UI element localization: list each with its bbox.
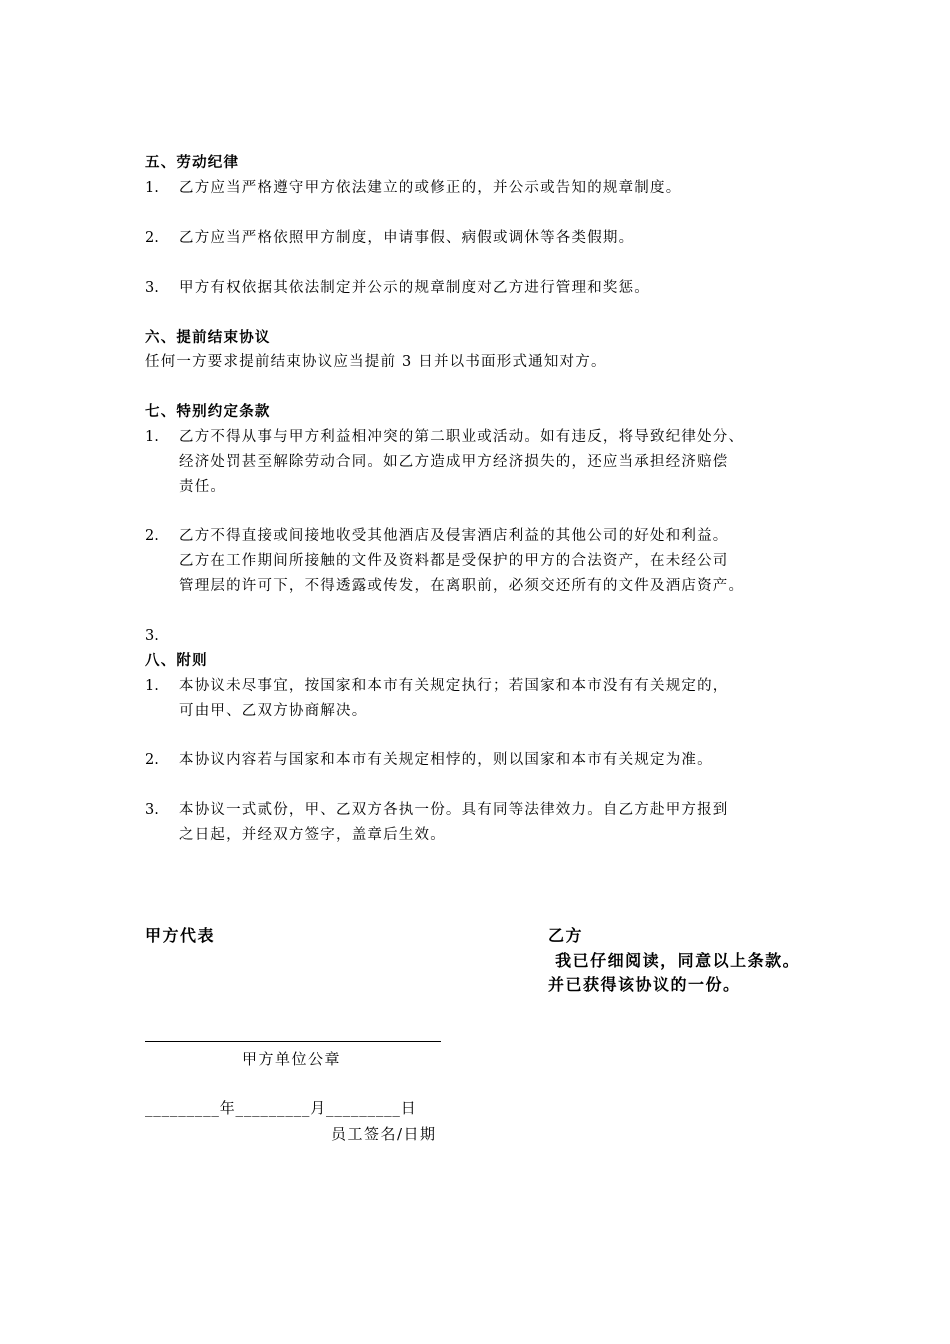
party-b-statement-1: 我已仔细阅读，同意以上条款。 <box>548 951 801 970</box>
month-blank: _________ <box>235 1099 311 1117</box>
s8-item-2-num: 2. <box>145 752 159 768</box>
s7-item-1-line-2: 经济处罚甚至解除劳动合同。如乙方造成甲方经济损失的，还应当承担经济赔偿 <box>179 454 729 470</box>
section-6-text: 任何一方要求提前结束协议应当提前 3 日并以书面形式通知对方。 <box>145 354 607 370</box>
s8-item-3-num: 3. <box>145 802 159 818</box>
s7-item-1-line-3: 责任。 <box>179 479 227 495</box>
party-b-statement-2: 并已获得该协议的一份。 <box>548 975 741 994</box>
s5-item-1-num: 1. <box>145 180 159 196</box>
day-label: 日 <box>400 1099 417 1117</box>
section-7-title: 七、特别约定条款 <box>145 403 271 420</box>
s7-item-1-num: 1. <box>145 429 159 445</box>
s5-item-3-num: 3. <box>145 280 159 296</box>
month-label: 月 <box>310 1099 327 1117</box>
section-8-title: 八、附则 <box>145 652 208 669</box>
s8-item-3-line-2: 之日起，并经双方签字，盖章后生效。 <box>179 827 446 843</box>
s5-item-3-line-1: 甲方有权依据其依法制定并公示的规章制度对乙方进行管理和奖惩。 <box>179 280 650 296</box>
s8-item-1-line-1: 本协议未尽事宜，按国家和本市有关规定执行；若国家和本市没有有关规定的， <box>179 678 729 694</box>
date-line <box>145 1097 417 1119</box>
seal-signature-line <box>145 1041 441 1042</box>
seal-label: 甲方单位公章 <box>242 1050 342 1068</box>
s7-item-2-num: 2. <box>145 528 159 544</box>
s7-item-2-line-2: 乙方在工作期间所接触的文件及资料都是受保护的甲方的合法资产，在未经公司 <box>179 553 729 569</box>
s5-item-1-line-1: 乙方应当严格遵守甲方依法建立的或修正的，并公示或告知的规章制度。 <box>179 180 682 196</box>
day-blank: _________ <box>326 1099 401 1117</box>
s5-item-2-line-1: 乙方应当严格依照甲方制度，申请事假、病假或调休等各类假期。 <box>179 230 635 246</box>
s8-item-1-num: 1. <box>145 678 159 694</box>
party-a-label: 甲方代表 <box>145 926 216 945</box>
party-b-label: 乙方 <box>548 926 584 945</box>
s8-item-3-line-1: 本协议一式贰份，甲、乙双方各执一份。具有同等法律效力。自乙方赴甲方报到 <box>179 802 729 818</box>
s7-item-2-line-1: 乙方不得直接或间接地收受其他酒店及侵害酒店利益的其他公司的好处和利益。 <box>179 528 729 544</box>
year-blank: _________ <box>145 1099 220 1117</box>
s7-item-2-line-3: 管理层的许可下，不得透露或传发，在离职前，必须交还所有的文件及酒店资产。 <box>179 578 745 594</box>
s8-item-1-line-2: 可由甲、乙双方协商解决。 <box>179 703 368 719</box>
year-label: 年 <box>219 1099 236 1117</box>
s7-item-3-num: 3. <box>145 628 159 644</box>
s8-item-2-line-1: 本协议内容若与国家和本市有关规定相悖的，则以国家和本市有关规定为准。 <box>179 752 713 768</box>
s5-item-2-num: 2. <box>145 230 159 246</box>
employee-sign-label: 员工签名/日期 <box>331 1125 437 1143</box>
s7-item-1-line-1: 乙方不得从事与甲方利益相冲突的第二职业或活动。如有违反，将导致纪律处分、 <box>179 429 745 445</box>
section-5-title: 五、劳动纪律 <box>145 154 240 171</box>
section-6-title: 六、提前结束协议 <box>145 329 271 346</box>
